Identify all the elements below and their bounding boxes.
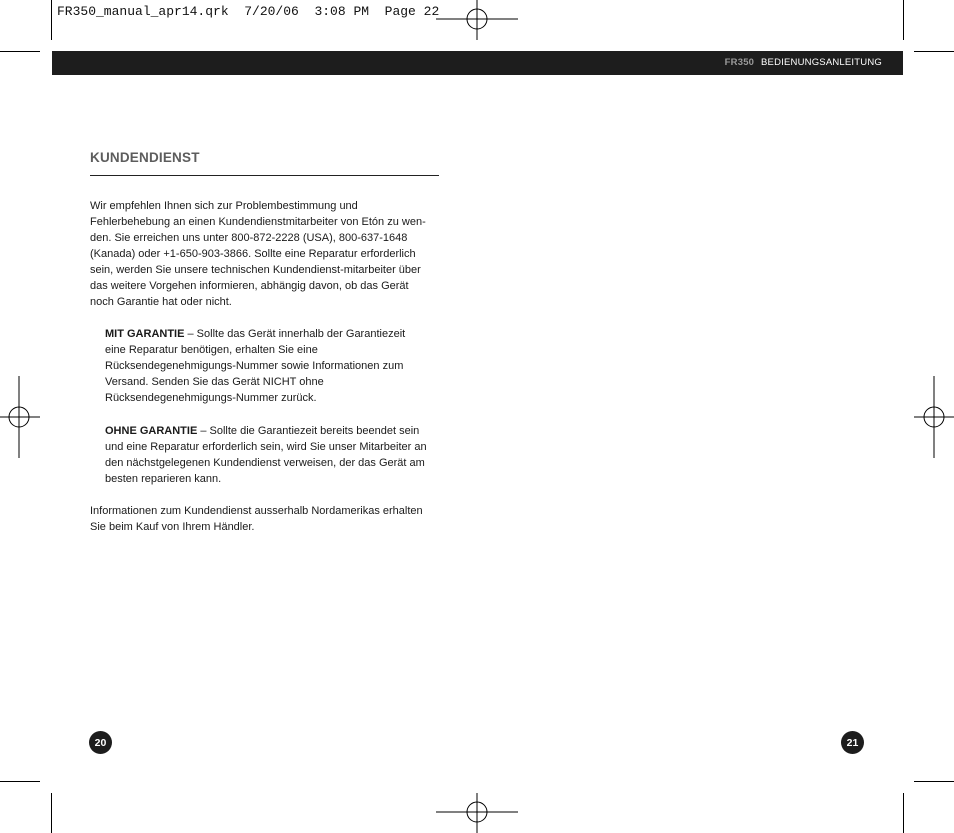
crop-mark-top-left-vertical [51,0,52,40]
paragraph-line: Rücksendegenehmigungs-Nummer sowie Informationen zum [105,360,404,372]
international-service-paragraph [90,503,423,535]
page-number-left: 20 [89,731,112,754]
section-title: KUNDENDIENST [90,150,200,165]
paragraph-line: noch Garantie hat oder nicht. [90,296,232,308]
crop-mark-bottom-right-horizontal [914,781,954,782]
paragraph-line: Informationen zum Kundendienst ausserhalb Nordamerikas erhalten [90,505,423,517]
crop-mark-top-left-horizontal [0,51,40,52]
without-warranty-lead: OHNE GARANTIE [105,425,198,437]
paragraph-line: Fehlerbehebung an einen Kundendienstmitarbeiter von Etón zu wen- [90,216,426,228]
paragraph-line: Sie beim Kauf von Ihrem Händler. [90,521,255,533]
header-brand: FR350 [724,57,755,68]
paragraph-line: und eine Reparatur erforderlich sein, wird Sie unser Mitarbeiter an [105,441,427,453]
paragraph-line: (Kanada) oder +1-650-903-3866. Sollte eine Reparatur erforderlich [90,248,416,260]
page-number-right: 21 [841,731,864,754]
header-manual-title: BEDIENUNGSANLEITUNG [761,57,882,68]
print-slug-line: FR350_manual_apr14.qrk 7/20/06 3:08 PM Page 22 [57,4,440,19]
registration-mark-top [436,0,518,40]
paragraph-line: den nächstgelegenen Kundendienst verweisen, der das Gerät am [105,457,425,469]
page-header-bar [52,51,903,75]
paragraph-line: Wir empfehlen Ihnen sich zur Problembestimmung und [90,200,358,212]
paragraph-line: den. Sie erreichen uns unter 800-872-2228 (USA), 800-637-1648 [90,232,408,244]
paragraph-line: sein, werden Sie unsere technischen Kundendienst-mitarbeiter über [90,264,421,276]
paragraph-text: – Sollte das Gerät innerhalb der Garantiezeit [184,328,406,340]
paragraph-line [105,326,405,342]
paragraph-line: das weitere Vorgehen informieren, abhängig davon, ob das Gerät [90,280,409,292]
crop-mark-top-right-vertical [903,0,904,40]
with-warranty-paragraph [105,326,405,406]
with-warranty-lead: MIT GARANTIE [105,328,185,340]
registration-mark-right [914,376,954,458]
crop-mark-bottom-right-vertical [903,793,904,833]
registration-mark-bottom [436,793,518,833]
registration-mark-left [0,376,40,458]
paragraph-line: besten reparieren kann. [105,473,222,485]
crop-mark-bottom-left-horizontal [0,781,40,782]
crop-mark-bottom-left-vertical [51,793,52,833]
paragraph-text: – Sollte die Garantiezeit bereits beendet sein [197,425,420,437]
section-title-rule [90,175,439,176]
paragraph-line: Rücksendegenehmigungs-Nummer zurück. [105,392,317,404]
paragraph-line [105,423,427,439]
header-title [725,57,882,68]
paragraph-line: eine Reparatur benötigen, erhalten Sie eine [105,344,318,356]
intro-paragraph [90,198,426,310]
without-warranty-paragraph [105,423,427,487]
paragraph-line: Versand. Senden Sie das Gerät NICHT ohne [105,376,324,388]
crop-mark-top-right-horizontal [914,51,954,52]
